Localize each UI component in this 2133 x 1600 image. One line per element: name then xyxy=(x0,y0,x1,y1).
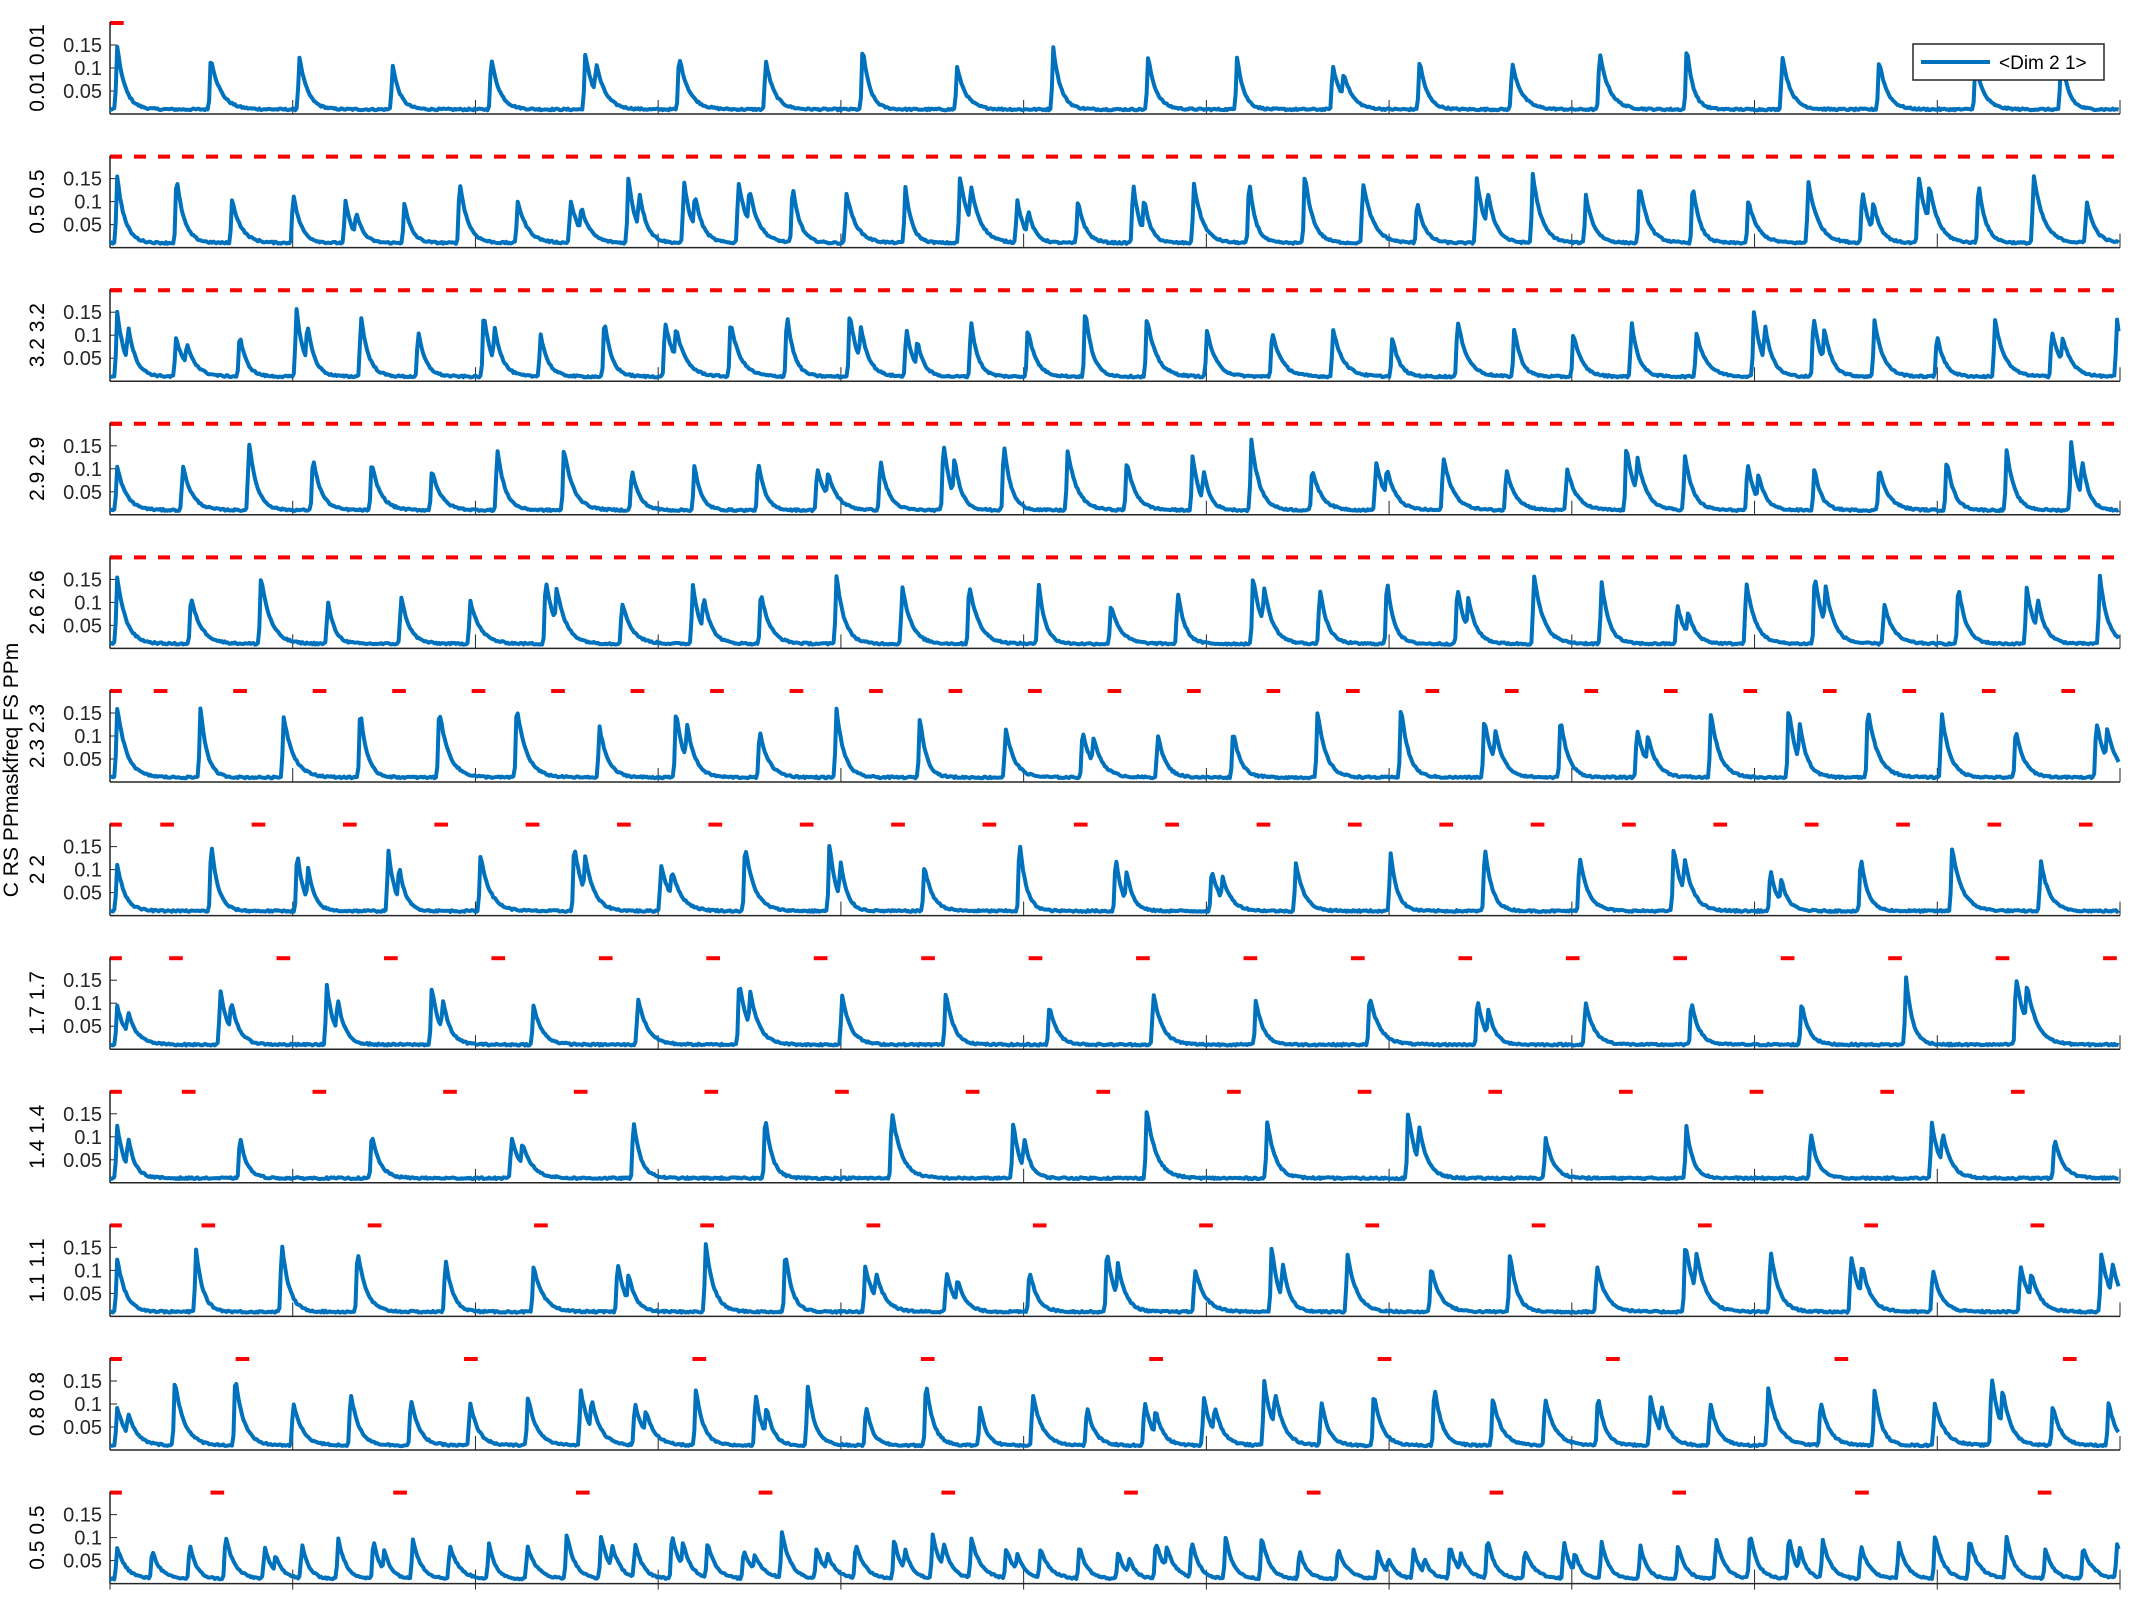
series-line-1 xyxy=(110,47,2119,111)
series-line-8 xyxy=(110,977,2119,1045)
panel-4 xyxy=(26,423,2120,515)
panel-12 xyxy=(26,1492,2120,1584)
panel-ylabel: 2.9 2.9 xyxy=(26,436,49,501)
y-tick-label: 0.1 xyxy=(74,458,102,481)
y-tick-label: 0.1 xyxy=(74,592,102,615)
y-tick-label: 0.1 xyxy=(74,58,102,80)
panel-1 xyxy=(26,22,2120,114)
series-line-4 xyxy=(110,440,2119,512)
y-tick-label: 0.05 xyxy=(63,615,102,638)
y-tick-label: 0.1 xyxy=(74,191,102,214)
y-tick-label: 0.1 xyxy=(74,1394,102,1416)
panel-ylabel: 2.3 2.3 xyxy=(26,703,49,769)
series-line-12 xyxy=(110,1532,2119,1579)
panel-ylabel: 2.6 2.6 xyxy=(26,570,49,635)
panel-ylabel: 0.01 0.01 xyxy=(26,24,49,112)
series-line-9 xyxy=(110,1112,2119,1179)
series-line-3 xyxy=(110,309,2119,377)
y-tick-label: 0.15 xyxy=(63,836,102,859)
legend[interactable] xyxy=(1913,44,2104,80)
y-tick-label: 0.05 xyxy=(63,481,102,504)
shared-ylabel-text: C RS PPmaskfreq FS PPm xyxy=(0,642,23,898)
y-tick-label: 0.05 xyxy=(63,1417,102,1439)
y-tick-label: 0.15 xyxy=(63,168,102,191)
y-tick-label: 0.15 xyxy=(63,703,102,725)
panel-11 xyxy=(26,1358,2120,1450)
series-line-11 xyxy=(110,1381,2119,1447)
legend-entry: <Dim 2 1> xyxy=(1999,53,2087,74)
y-tick-label: 0.05 xyxy=(63,1016,102,1039)
y-tick-label: 0.15 xyxy=(63,1237,102,1260)
y-tick-label: 0.15 xyxy=(63,1103,102,1126)
y-tick-label: 0.1 xyxy=(74,1527,102,1550)
y-tick-label: 0.05 xyxy=(63,749,102,771)
y-tick-label: 0.05 xyxy=(63,1149,102,1172)
y-tick-label: 0.1 xyxy=(74,859,102,882)
y-tick-label: 0.1 xyxy=(74,993,102,1016)
panel-ylabel: 0.5 0.5 xyxy=(26,169,49,234)
panel-6 xyxy=(26,690,2120,782)
panel-9 xyxy=(26,1091,2120,1183)
y-tick-label: 0.05 xyxy=(63,882,102,905)
y-tick-label: 0.15 xyxy=(63,1504,102,1527)
y-tick-label: 0.05 xyxy=(63,214,102,237)
y-tick-label: 0.15 xyxy=(63,970,102,993)
series-line-5 xyxy=(110,576,2119,645)
series-line-10 xyxy=(110,1244,2119,1313)
panel-3 xyxy=(26,289,2120,381)
panel-2 xyxy=(26,156,2120,248)
y-tick-label: 0.15 xyxy=(63,435,102,458)
panel-7 xyxy=(26,824,2120,916)
y-tick-label: 0.1 xyxy=(74,1126,102,1149)
y-tick-label: 0.05 xyxy=(63,1283,102,1306)
panel-ylabel: 1.4 1.4 xyxy=(26,1104,49,1169)
panel-ylabel: 0.8 0.8 xyxy=(26,1371,49,1437)
y-tick-label: 0.15 xyxy=(63,35,102,57)
y-tick-label: 0.1 xyxy=(74,1260,102,1283)
panel-8 xyxy=(26,957,2120,1049)
x-axis xyxy=(104,1584,2133,1600)
y-tick-label: 0.15 xyxy=(63,569,102,592)
series-line-7 xyxy=(110,846,2119,912)
panel-ylabel: 1.7 1.7 xyxy=(26,971,49,1036)
series-line-2 xyxy=(110,174,2119,244)
shared-y-label xyxy=(0,643,23,897)
y-tick-label: 0.15 xyxy=(63,302,102,325)
y-tick-label: 0.05 xyxy=(63,1550,102,1573)
panels xyxy=(26,22,2120,1584)
y-tick-label: 0.1 xyxy=(74,325,102,348)
y-tick-label: 0.1 xyxy=(74,726,102,748)
panel-ylabel: 0.5 0.5 xyxy=(26,1505,49,1570)
panel-ylabel: 1.1 1.1 xyxy=(26,1238,49,1303)
panel-ylabel: 3.2 3.2 xyxy=(26,303,49,368)
series-line-6 xyxy=(110,709,2119,779)
panel-5 xyxy=(26,556,2120,648)
panel-ylabel: 2 2 xyxy=(26,854,49,885)
y-tick-label: 0.05 xyxy=(63,348,102,371)
y-tick-label: 0.05 xyxy=(63,81,102,103)
y-tick-label: 0.15 xyxy=(63,1371,102,1393)
panel-10 xyxy=(26,1224,2120,1316)
